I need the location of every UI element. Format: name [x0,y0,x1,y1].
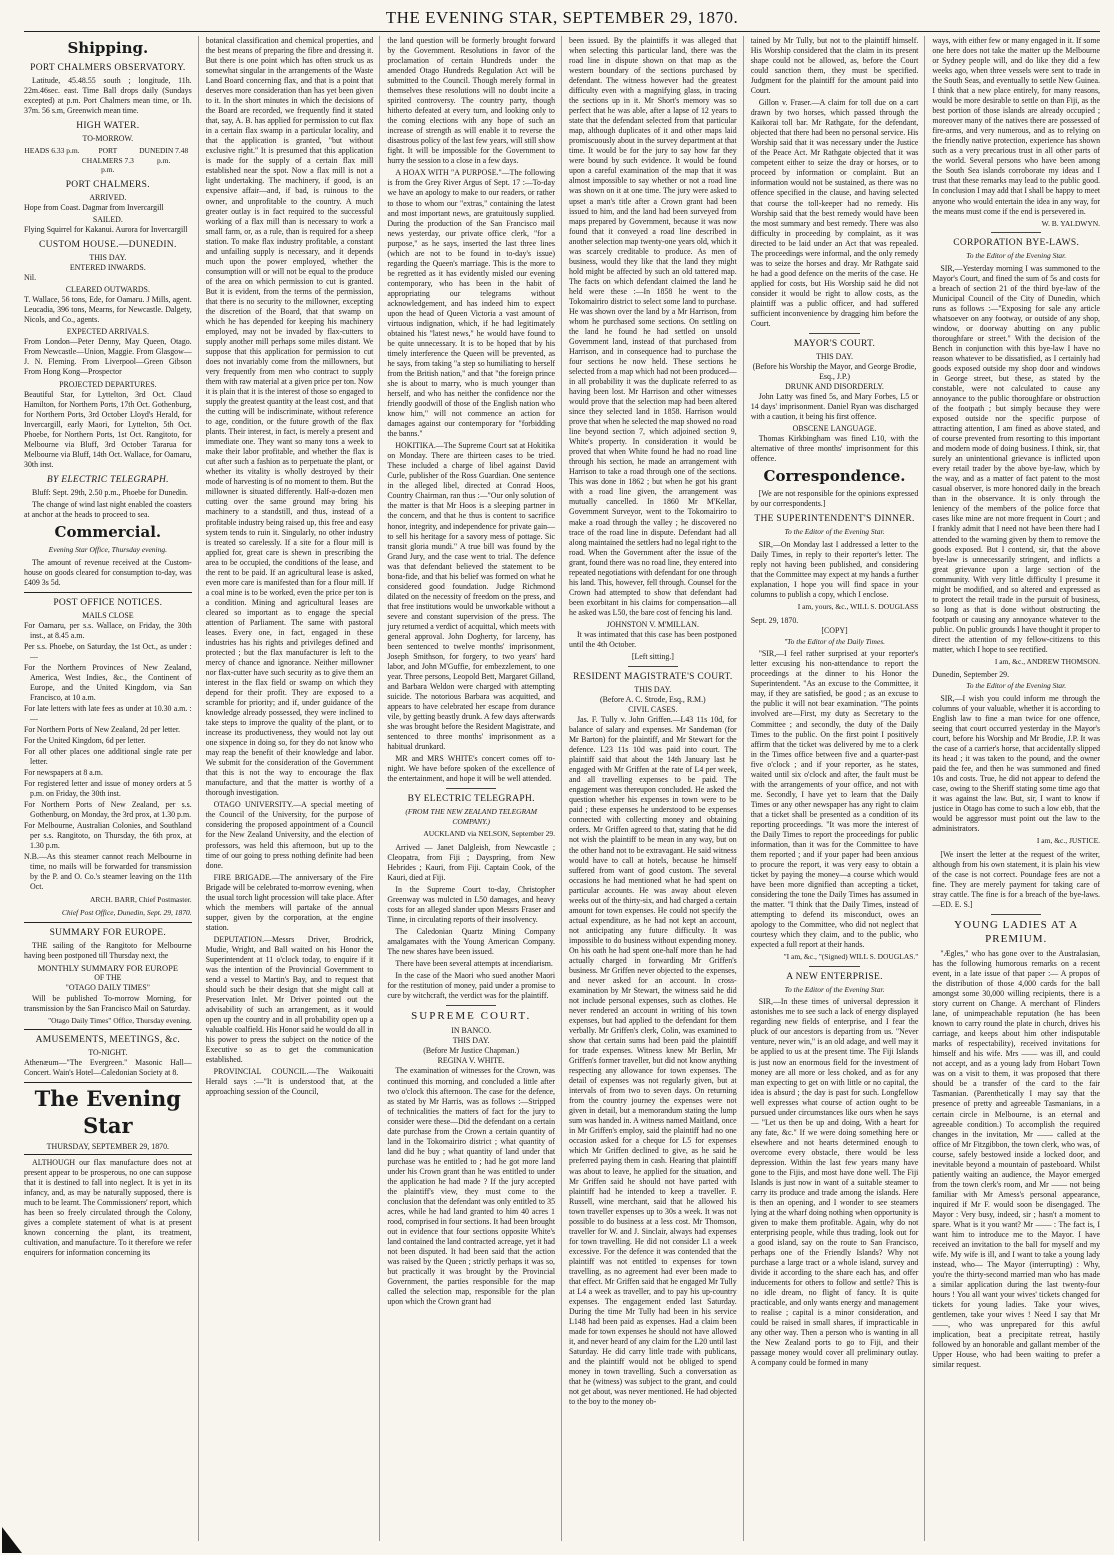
shipping-heading: Shipping. [67,39,149,57]
fire-brigade-item: FIRE BRIGADE.—The anniversary of the Fire Brigade will be celebrated to-morrow evening, when the usual torch light procession will take place. After which the members will partake of the annual supper, given by the corporation, at the engine station. [205,872,374,932]
civil-cases-label: CIVIL CASES. [628,705,678,715]
list-item: For registered letter and issue of money orders at 5 p.m. on Friday, the 30th inst. [24,779,192,799]
editorial-text: ALTHOUGH our flax manufacture does not at present appear to be prosperous, no one can suppose that it is destined to fall into neglect. It is yet in its infancy, and, as may be naturally supposed, there is much to be learnt. The Commissioners' report, which has been so freely circulated through the Colony, gives a complete statement of what is at present known concerning the plant, its treatment, cultivation, and manufacture. To it therefore we refer enquirers for information concerning its [24,1157,192,1257]
expected-arrivals-label: EXPECTED ARRIVALS. [66,327,149,337]
supreme-court-sub: IN BANCO. [451,1026,492,1036]
tide-heads: HEADS 6.33 p.m. [24,146,80,156]
post-signature: ARCH. BARR, Chief Postmaster. [89,894,192,904]
tides-table [24,146,192,175]
telegraph-text: There have been several attempts at incendiarism. [395,959,553,969]
bylaws-text: SIR,—Yesterday morning I was summoned to the Mayor's Court, and fined the sum of 5s and costs for a breach of section 21 of the third bye-law of the Municipal Council of the City of Dunedin, which runs as follows :—"Exposing for sale any article whatsoever on any footway, or outside of any shop, window, or doorway abutting on any public thoroughfare or street." With the decision of the Bench in conjunction with this bye-law I have no reason whatever to be dissatisfied, as I certainly had goods exposed outside my shop door and windows in George street, but these, as stated by the constable, were not calculated to cause any annoyance to the public thoroughfare or obstruction of the footpath ; but simply because they were exposed outside nor the specific purpose of attracting attention, I am fined as above stated, and of course prevented from resorting to this important and modern mode of doing business. I think, sir, that surely an unintentional grievance is inflicted upon every retail trader by the above bye-law, which by the way, and as a matter of fact patent to the most casual observer, is more honored daily in the breach than in the observance. It is only through the leniency of the members of the police force that cases like mine are not more frequent in Court ; and I frankly admit that I need not have been there had I attended to the warning given by them to remove the goods exposed. But I contend, sir, that the above bye-law is unnecessarily stringent, and inflicts a great grievance upon a large section of the community. With very little difficulty I presume it might be modified, and so altered and expressed as to protect the retail trade in the pursuit of business, so long as that is done without obstructing the footpath or causing any annoyance whatever to the public. On public grounds I have thought it proper to direct the attention of my fellow-citizens to this matter, which I hope to see rectified. [932,263,1101,654]
columns [24,36,1100,1541]
justice-to: To the Editor of the Evening Star. [966,681,1067,691]
bylaws-heading: CORPORATION BYE-LAWS. [953,238,1080,249]
nil-text: Nil. [24,273,37,283]
dinner-text: SIR,—On Monday last I addressed a letter to the Daily Times, in reply to their reporter's letter. The reply not having been published, and considering that the Committee may expect at my hands a further explanation, I hope you will find space in your columns to publish a copy, which I enclose. [750,540,919,600]
tully-case-text: Jas. F. Tully v. John Griffen.—L43 11s 10d, for balance of salary and expenses. Mr Sandeman (for Mr Barton) for the plaintiff, and Mr Stewart for the defence. L23 11s 10d was paid into court. The plaintiff said that about the 14th January last he engaged with Mr Griffen at the rate of L4 per week, and all travelling expenses to be paid. The engagement was thereupon concluded. He asked the question whether his expenses in town were to be paid ; these expenses he understood to be expenses connected with collecting money and obtaining orders. Mr Griffen agreed to that, stating that he did not wish the plaintiff to be mean in any way, but on the other hand not to be extravagant. He said witness would have to call at hotels, because he himself suffered from want of good custom. The several occasions he had mentioned what he had spent on particular accounts. He was away about eleven weeks out of the thirty-six, and had charged a certain amount for town expenses. He could not specify the actual expenditure, as he had not kept an account, not anticipating any future difficulty. It was impossible to do business without expending money. On his oath he had spent one-half more than he had actually charged in forwarding Mr Griffen's business. Mr Griffen never objected to the expenses, and never asked for an account. In cross-examination by Mr Stewart, the witness said he did not include personal expenses, such as clothes. He never rendered an account in writing of his town expenses, but had applied to the defendant for them verbally. Mr Griffen's clerk, Colin, was examined to show that certain sums had been paid the plaintiff for trade expenses. Witness knew Mr Berlin, Mr Griffen's former traveller, but did not know anything respecting any allowance for town expenses. The detail of expenses was not regularly given, but at intervals of from two to seven days. On returning from the country journey the expenses were not given in detail, but a memorandum stating the lump sum was handed in. A witness named Maitland, once in Mr Griffen's employ, said the plaintiff had no one occasion asked for a cheque for L5 for expenses which Mr Griffen declined to give, as he said he preferred paying them in cash. Hearing that plaintiff was about to leave, he applied for the situation, and Mr Griffen said he should not have parted with plaintiff had he intended to keep a traveller. F. Russell, wine merchant, said that he allowed his town traveller expenses up to 30s a week. It was not possible to do business at a less cost. Mr Thomson, traveller for W. and J. Sinclair, always had expenses for town travelling. He did not consider L1 a week excessive. For the defence it was contended that the plaintiff was not entitled to expenses for town travelling, as no agreement had ever been made to that effect. Mr Griffen said that he engaged Mr Tully at L4 a week as traveller, and to pay his up-country expenses. The engagement ended last Saturday. During the time Mr Tully had been in his service L148 had been paid as expenses. Had a claim been made for town expenses he should not have allowed it, and never heard of any claim for the L20 until last Saturday. He did carry little trade with publicans, and the plaintiff would not be obliged to spend money in town travelling. Such a conversation as that he (witness) was subject to the grant, and could not get about, was never mentioned. He had objected to the boy to the money ob- [569,715,737,1407]
amusements-text: Athenæum—"The Evergreen." Masonic Hall—Concert. Wain's Hotel—Caledonian Society at 8. [24,1058,192,1078]
column-5 [751,36,926,1541]
projected-departures-label: PROJECTED DEPARTURES. [59,379,157,389]
list-item: For the United Kingdom, 6d per letter. [24,736,146,746]
mayors-court-before: (Before his Worship the Mayor, and George Brodie, Esq., J.P.) [752,362,917,382]
divider [809,333,859,334]
observatory-heading: PORT CHALMERS OBSERVATORY. [30,63,186,74]
bylaws-to: To the Editor of the Evening Star. [966,251,1067,261]
summary-text-2: Will be published To-morrow Morning, for transmission by the San Francisco Mail on Saturday. [24,993,192,1013]
obscene-label: OBSCENE LANGUAGE. [792,424,877,434]
johnston-case-label: JOHNSTON V. M'MILLAN. [606,619,699,629]
cleared-text: T. Wallace, 56 tons, Ede, for Oamaru. J Mills, agent. Leucadia, 396 tons, Mearns, for Newcastle. Dalgety, Nicols, and Co., agents. [24,295,192,325]
list-item: For Oamaru, per s.s. Wallace, on Friday, the 30th inst., at 8.45 a.m. [24,620,192,640]
port-chalmers-heading: PORT CHALMERS. [65,179,150,190]
list-item: For Northern Ports of New Zealand, 2d per letter. [24,725,181,734]
correspondence-note: [We are not responsible for the opinions expressed by our correspondents.] [750,489,919,509]
column-3 [387,36,562,1541]
deputation-item: DEPUTATION.—Messrs Driver, Brodrick, Mudie, Wright, and Ball waited on his Honor the Superintendent at 11 o'clock today, to enquire if it was the intention of the Provincial Government to send a vessel to Martin's Bay, and to request that should such be their design that she might call at Preservation Inlet. Mr Driver pointed out the advisability of such an arrangement, as it would open up the country and in all probability open up a valuable coalfield. His Honor said he would do all in his power to press the subject on the notice of the Executive so as to get the communication established. [205,934,374,1065]
list-item: Per s.s. Phoebe, on Saturday, the 1st Oct., as under :— [24,641,192,661]
divider [809,966,859,967]
johnston-case-text: It was intimated that this case has been postponed until the 4th October. [569,629,737,649]
expected-arrivals-text: From London—Peter Denny, May Queen, Otago. From Newcastle—Union, Maggie. From Glasgow—J. N. Fleming. From Liverpool—Green Gibson From Hong Kong—Prospector [24,337,192,377]
supreme-court-heading: SUPREME COURT. [411,1010,532,1023]
telegraph-text: In the Supreme Court to-day, Christopher Greenway was mulcted in L50 damages, and heavy costs for an alleged slander upon Messrs Fraser and Tinne, in circulating reports of their insolvency. [387,885,556,925]
telegraph-place: AUCKLAND via NELSON, September 29. [423,829,556,839]
commercial-sub: Evening Star Office, Thursday evening. [48,544,167,554]
yaldwyn-signature: W. B. YALDWYN. [1041,218,1101,228]
this-day-label: THIS DAY. [89,253,127,263]
tide-dunedin: DUNEDIN 7.48 p.m. [139,146,189,165]
copy-to: "To the Editor of the Daily Times. [784,636,886,646]
commercial-text: The amount of revenue received at the Custom-house on goods cleared for consumption to-day, was £409 3s 5d. [24,557,192,587]
post-office-heading: POST OFFICE NOTICES. [53,597,163,608]
editor-note: [We insert the letter at the request of the writer, although from his own statement, it is plain his view of the case is not correct. Poundage fees are not a fine. They are merely payment for taking care of stray cattle. The fine is for a breach of the bye-laws.—ED. E. S.] [932,849,1101,910]
telegraph-heading: BY ELECTRIC TELEGRAPH. [407,794,535,805]
page-corner-mark [2,1527,22,1553]
thomson-signature: I am, &c., ANDREW THOMSON. [994,656,1101,666]
telegraph-text: The Caledonian Quartz Mining Company amalgamates with the Young American Company. The new shares have been issued. [387,927,556,957]
mayors-court-heading: MAYOR'S COURT. [793,338,876,349]
column-1 [24,36,199,1541]
drunk-label: DRUNK AND DISORDERLY. [785,382,884,392]
list-item: N.B.—As this steamer cannot reach Melbourne in time, no mails will be forwarded for transmission by the P. and O. Co.'s steamer leaving on the 11th Oct. [24,852,192,892]
telegraph-text: Arrived — Janet Dalgleish, from Newcastle ; Cleopatra, from Fiji ; Dayspring, from New Hebrides ; Kauri, from Fiji. Captain Cook, of the Kauri, died at Fiji. [387,842,556,883]
correspondence-heading: Correspondence. [763,467,906,486]
enterprise-text: SIR,—In these times of universal depression it astonishes me to see such a lack of energy displayed regarding new fields of enterprise, and I fear the pluck of our ancestors is departing from us. "Never venture, never win," is an old adage, and well may it be applied to us at the present time. The Fiji Islands is just now an enormous field for the investment of money are all more or less choked, and as for any man expecting to get on with little or no capital, the idea is absurd ; the day is past for such. Longfellow well expresses what course of action ought to be pursued under circumstances like ours when he says— "Let us then be up and doing, With a heart for any fate, &c." If we were doing something here or elsewhere and not hearts determined enough to overcome every obstacle, there would be less depression. Within the last few years many have gone to the Fijis, and most have done well. The Fiji Islands is just now in want of a suitable steamer to carry its produce and trade among the islands. Here is then an opening, and I wonder to see steamers lying at the wharf doing nothing when opportunity is given to make them profitable. Again, why do not enterprising people, while thus trading, look out for a good island, say on the route to San Francisco, perhaps one of the Friendly Islands? Why not purchase a large tract or a whole island, survey and divide it according to the share each has, and offer inducements for others to follow and settle? This is no idle dream, no flight of fancy. It is quite practicable, and only wants energy and management to realise ; capital is a minor consideration, and could be raised in small shares, if impracticable in any other way. Then a person who is wanting in all the New Zealand ports to go to Fiji, and their passage money would cover all preliminary outlay. A company could be formed in many [750,997,919,1368]
paper-title: The Evening Star [24,1082,192,1139]
divider [628,666,678,667]
dinner-to: To the Editor of the Evening Star. [784,527,885,537]
divider [446,1005,496,1006]
divider [991,914,1041,915]
enterprise-cont: ways, with either few or many engaged in it. If some one here does not take the matter up the Melbourne or Sydney people will, and do like they did a few weeks ago, when three vessels were sent to trade in the South Seas, and eventually to settle New Guinea. I think that a new place entirely, for many reasons, would be more desirable to settle on than Fiji, as the best portion of those islands are already occupied ; moreover many of the natives there are possessed of fire-arms, and very numerous, and as to relying on the friendly native protection, experience has shown such as a very precarious trust in all other parts of the world. Several persons who have been among the South Sea islands corroborate my ideas and I trust that these remarks may lead to the public good. In conclusion I may add that I shall be happy to meet anyone who would entertain the idea in any way, for the means must come if the end is persevered in. [932,36,1101,216]
copy-text: "SIR,—I feel rather surprised at your reporter's letter excusing his non-attendance to report the proceedings at the dinner to his Honor the Superintendent. "As an excuse to the Committee, it may, if they are satisfied, be good ; as an excuse to the public it will not bear examination. "The points involved are—First, my duty as Secretary to the Committee ; and secondly, the duty of the Daily Times to the public. On the first point I positively affirm that the ticket was delivered by me to a clerk in the Times office between five and a quarter-past five o'clock ; and if your reporter, as he states, waited until six o'clock and after, the fault must be with the arrangements of your office, and not with me. Secondly, I have yet to learn that the Daily Times or any other newspaper has any right to claim that a ticket shall be presented as a condition of its reporting proceedings. "It was more the interest of the Daily Times to report the proceedings for public information, than it was for the Committee to have them reported ; and if your paper had been anxious to procure the report, it was very easy to obtain a ticket by paying the money—a course which would have been more dignified than accepting a ticket, considering the tone the Daily Times has assumed in the matter. "I think that the Daily Times, instead of attempting to defend its misconduct, owes an apology to the Committee, who did not neglect that courtesy which they claim, and to the public, who expected a full report at their hands. [750,649,919,950]
dinner-heading: THE SUPERINTENDENT'S DINNER. [754,514,915,525]
provincial-council-item: PROVINCIAL COUNCIL.—The Waikouaiti Herald says :—"It is understood that, at the approaching session of the Council, [205,1067,374,1097]
arrived-label: ARRIVED. [89,192,127,202]
summary-of: OF THE [94,973,122,983]
high-water-heading: HIGH WATER. [76,121,140,132]
column-4 [569,36,744,1541]
supreme-court-text: The examination of witnesses for the Crown, was continued this morning, and concluded a little after two o'clock this afternoon. The case for the defence, as stated by Mr Harris, was as follows :—Stripped of technicalities the matters of fact for the jury to consider were these—Did the defendant on a certain date purchase from the Crown a certain quantity of land in the Tokomairiro district ; what quantity of land did he buy ; what quantity of land under that purchase was he entitled to ; had he got more land under his Crown grant than he was entitled to under the application he had made ? If the jury accepted the plaintiff's view, they must come to the conclusion that the defendant was only entitled to 35 acres, while he had land granted to him 40 acres 1 rood, comprised in four sections. It had been brought out in evidence that four sections opposite White's land contained the land contracted acreage, yet it had not been disputed. It had been said that the action was raised by the Queen ; strictly perhaps it was so, but practically it was brought by the Provincial Government, the parties responsible for the map called the selection map, responsible for the plan upon which the Crown grant had [387,1066,556,1307]
telegraph-text: In the case of the Maori who sued another Maori for the restitution of money, paid under a promise to cure by witchcraft, the verdict was for the plaintiff. [387,971,556,1001]
list-item: For Melbourne, Australian Colonies, and Southland per s.s. Rangitoto, on Thursday, the 6th prox, at 1.30 p.m. [24,821,192,851]
land-question-text: the land question will be formerly brought forward by the Government. Resolutions in favor of the proclamation of certain Hundreds under the amended Otago Hundreds Regulation Act will be submitted to the Council. Though merely formal in themselves these resolutions will no doubt incite a spirited controversy. The country party, though hitherto defeated at every turn, and looking only to the coming elections with any hope of such an increase of strength as will enable it to reverse the disastrous policy of the last few years, will still show fight. It will be impossible for the Government to hurry the session to a close in a few days. [387,36,556,166]
summary-big: MONTHLY SUMMARY FOR EUROPE [37,962,179,973]
mayors-court-day: THIS DAY. [816,351,853,361]
obscene-text: Thomas Kirkbingham was fined L10, with the alternative of three months' imprisonment for this offence. [750,434,919,464]
high-water-sub: TO-MORROW. [82,134,134,144]
supreme-court-case: REGINA V. WHITE. [437,1056,505,1066]
sailed-text: Flying Squirrel for Kakanui. Aurora for Invercargill [24,225,188,235]
list-item: For newspapers at 8 a.m. [24,768,103,778]
amusements-sub: TO-NIGHT. [88,1048,128,1058]
otago-university-item: OTAGO UNIVERSITY.—A special meeting of the Council of the University, for the purpose of considering the proposed appointment of a Council for the New Zealand University, and the election of professors, was held this afternoon, but up to the time of our going to press nothing definite had been done. [205,800,374,870]
sailed-label: SAILED. [92,215,123,224]
drunk-text: John Latty was fined 5s, and Mary Forbes, L5 or 14 days' imprisonment. Daniel Ryan was discharged with a caution, it being his first offence. [750,392,919,422]
wind-text: The change of wind last night enabled the coasters at anchor at the heads to proceed to sea. [24,499,192,519]
tully-case-cont: tained by Mr Tully, but not to the plaintiff himself. His Worship considered that the claim in its present shape could not be allowed, as, before the Court could sanction them, they must be specified. Judgment for the plaintiff for the amount paid into Court. [750,36,919,96]
gillon-case-text: Gillon v. Fraser.—A claim for toll due on a cart drawn by two horses, which passed through the Kaikorai toll bar. Mr Rathgate, for the defendant, objected that there had been no personal service. His Worship said that it was necessary under the Justice of the Peace Act. Mr Rathgate objected that it was competent either to seize the dray or horses, or to proceed by information or complaint. But an information would not be sustained, as there was no offence specified in the clause, and having selected that course the toll-keeper had no remedy. His Worship said that the best remedy would have been the most summary and best remedy. There was also difficulty in proceeding by complaint, as it was directed to be laid under an Act that was repealed. The proceedings were informal, and the only remedy was to seize the horses and dray. Mr Rathgate said he had a good defence on the merits of the case. He applied for costs, but His Worship said he did not consider it would be right to allow costs, as the plaintiff was a public officer, and had suffered sufficient inconvenience by dragging him before the Court. [750,98,919,328]
post-signature-place: Chief Post Office, Dunedin, Sept. 29, 1870. [61,908,192,918]
entered-label: ENTERED INWARDS. [69,263,146,273]
mails-close-label: MAILS CLOSE [82,610,134,620]
telegraph-text: Bluff: Sept. 29th, 2.50 p.m., Phoebe for Dunedin. [32,487,188,497]
supreme-court-before: (Before Mr Justice Chapman.) [423,1046,520,1056]
copy-signature: "I am, &c., "(Signed) WILL S. DOUGLAS." [783,952,919,962]
divider [24,592,192,593]
hokitika-item: HOKITIKA.—The Supreme Court sat at Hokitika on Monday. There are thirteen cases to be tried. These included a charge of libel against David Curle, publisher of the Ross Guardian. One sentence in the alleged libel, directed at Conrad Hoos, Country Chairman, ran thus :—"Our only solution of the matter is that Mr Hoos is a sleeping partner in the concern, and that he thus is content to sacrifice honor, integrity, and independence for private gain—to sell his heritage for a savory mess of pottage. Sic transit gloria mundi." A true bill was found by the Grand Jury, and the case went to trial. The defence was that defendant believed the statement to be bona-fide, and that his belief was formed on what he considered good foundation. Judge Richmond dilated on the necessity of freedom on the press, and that free institutions would be unworkable without a severe and constant supervision of the press. The jury returned a verdict of acquittal, which meets with general approval. John Dogherty, for larceny, has been sentenced to twelve months' imprisonment, Joseph Smithson, for forgery, to two years' hard labor, and John M'Guffie, for embezzlement, to one year. Three persons, Leopold Bett, Margaret Gilland, and Barbara Weldon were charged with attempting suicide. The notorious Barbara was acquitted, and appears to have celebrated her escape from durance vile, by getting beastly drunk. A few days afterwards she was brought before the Resident Magistrate, and sentenced to three months' imprisonment as a habitual drunkard. [387,441,556,752]
divider [991,232,1041,233]
justice-signature: I am, &c., JUSTICE. [1036,836,1101,846]
telegraph-source: (FROM THE NEW ZEALAND TELEGRAM COMPANY.) [405,807,538,826]
arrived-text: Hope from Coast. Dagmar from Invercargill [24,202,164,212]
column-2 [206,36,381,1541]
ladies-heading: YOUNG LADIES AT A PREMIUM. [954,919,1079,946]
dinner-date: Sept. 29, 1870. [750,615,799,625]
flax-article: botanical classification and chemical properties, and the best means of preparing the fibre and dressing it. But there is one point which has often struck us as somewhat singular in the arrangements of the Waste Land Board concerning flax, and that is a point that deserves more consideration than has yet been given to it. In the short minutes in which the decisions of the Board are recorded, we frequently find it stated that, say, A. B. has applied for permission to cut flax in a certain flax swamp in a particular locality, and that the application is granted, "but without exclusive right." It is presumed that this application is made for the supply of a certain flax mill established near the spot. Now a flax mill is not a light undertaking. The machinery, if good, is an expensive affair—and, if bad, is ruinous to the owner, and unprofitable to the country. A much greater outlay is in fact required to the successful working of a flax mill than is necessary to work a small farm, or, as a rule, than is required for a sheep station. To make flax industry profitable, a constant and unfailing supply is necessary, and it depends much upon the power employed, whether the consumption will or will not be equal to the produce of the area on which permission to cut is granted. But it is evident, from the terms of the permission, that there is no security to the millowner, excepting the discretion of the Board, that that swamp on which he has depended for keeping his machinery employed, may not be invaded by flax-cutters to supply another mill perhaps some miles distant. We suppose that this application for permission to cut does not invariably come from the millowners, but very frequently from men who contract to supply them with raw material at a given price per ton. Now it is plain that it is the interest of those so engaged to supply the greatest quantity at the least cost, and that the cutting will be indiscriminate, without reference to age, condition, or the future growth of the flax plants. Their interest, in fact, is merely a present and immediate one. They want so many tons a week to make their labor profitable, and whether the flax is cut after such a fashion as to perpetuate the plant, or whether its vitality is wholly destroyed by their mode of harvesting is of no moment to them. But the millowner is situated differently. Half-a-dozen men cutting over the same ground may bring his machinery to a standstill, and thus, instead of a profitable industry being raised up, this free and easy system tends to ruin it. Singularly, no other industry is treated so carelessly. If a site for a flour mill is applied for, great care is shewn in prescribing the area to be occupied, the conditions of the lease, and the rent to be paid. If an agricultural lease is asked, even more care is manifested than for a flour mill. If a coal mine is to be worked, even the price per ton is a condition. Mining and agricultural leases are cleared so important as to engage the special attention of Parliament. The same with pastoral leases. Every one, in fact, engaged in these industries has his rights and privileges defined and protected ; but the flax manufacturer is left to the mercy of chance and ignorance. Neither millowner nor flax-cutter have such security as to give them an interest in the flax field or swamp on which they depend for their profit. They are exposed to a scramble for priority; and if, under guidance of the knowledge already possessed, they were inclined to take steps to improve the quality of the plant, or to increase its productiveness, they would not lay out one sixpence in doing so, for they do not know who may reap the benefit of their knowledge and labor. We submit for the consideration of the Government that this is not the way to encourage the flax manufacture, and that the matter is worthy of a thorough investigation. [205,36,374,798]
summary-signature: "Otago Daily Times" Office, Thursday evening. [48,1015,192,1025]
telegraph-heading: BY ELECTRIC TELEGRAPH. [46,474,169,485]
enterprise-to: To the Editor of the Evening Star. [784,984,885,994]
commercial-heading: Commercial. [54,522,162,541]
paper-date: THURSDAY, SEPTEMBER 29, 1870. [24,1142,192,1155]
projected-departures-text: Beautiful Star, for Lyttelton, 3rd Oct. Claud Hamilton, for Northern Ports, 17th Oct. Gothenburg, for Northern Ports, 3rd October Lloyd's Herald, for Invercargill, early Maori, for Lyttelton, 5th Oct. Phoebe, for Northern Ports, 1st Oct. Rangitoto, for Melbourne via Bluff, 3rd October Tararua for Melbourne via Bluff, 14th Oct. Wallace, for Oamaru, 30th inst. [24,389,192,469]
observatory-text: Latitude, 45.48.55 south ; longitude, 11h. 22m.46sec. east. Time Ball drops daily (Sundays excepted) at p.m. Port Chalmers mean time, or 1h. 37m. 56 s.m, Greenwich mean time. [24,76,192,116]
rm-court-before: (Before A. C. Strode, Esq., R.M.) [600,695,706,705]
rm-court-day: THIS DAY. [634,685,672,694]
ladies-text: "Ægles," who has gone over to the Australasian, has the following humorous remarks on a recent event, in a late issue of that paper :— A propos of the distribution of those 4,000 cards for the ball amongst some 30,000 willing recipients, there is a story current on Change. A merchant of Flinders lane, of unimpeachable reputation (he has been known to carry round the plate in church, drives his carriage, and keeps about him other indisputable marks of respectability), received invitations for himself and his wife. Mrs —— was ill, and could not accept, and as a young lady from Hobart Town was on a visit to them, it was proposed that there should be a transfer of the card to the fair Tasmanian. (Parenthetically I may say that the presence of pretty and agreeable Tasmanians, in a certain circle in Melbourne, is an eternal and agreeable condition.) To accomplish the required changes in the invitation, Mr —— called at the office of Mr Fitzgibbon, the town clerk, who was, of course, safely bestowed inside a locked door, and inevitable beyond a mountain of pasteboard. Whilst patiently waiting an audience, the Mayor emerged from the town clerk's room, and Mr —— not being familiar with Mr Amess's personal appearance, inquired if Mr F. would soon be disengaged. The Mayor : Very busy, indeed, sir ; hasn't a moment to spare. What is it you want? Mr —— : The fact is, I want him to introduce me to the Mayor. I have received an invitation to the ball for myself and my wife. My wife is ill, and I want to take a young lady instead, who— The Mayor (interrupting) : Why, you're the thirty-second married man who has made a similar application during the last twenty-four hours ! You all want your wives' tickets changed for tickets for young ladies. Take your wives, gentlemen, take your wives ! Need I say that Mr ——, who was unprepared for this awful implication, beat a precipitate retreat, hastily followed by an honorable and gallant member of the Upper House, who had been waiting to prefer a similar request. [932,949,1101,1370]
divider [24,922,192,923]
summary-heading: SUMMARY FOR EUROPE. [49,927,167,938]
divider [24,1029,192,1030]
left-sitting: [Left sitting.] [631,651,674,661]
post-items-list [24,621,192,893]
tide-port-chalmers: PORT CHALMERS 7.3 p.m. [81,146,134,175]
white-case-text: been issued. By the plaintiffs it was alleged that when selecting this particular land, there was the road line in dispute shown on that map as the western boundary of the sections purchased by defendant. The witness however had the greatest difficulty even with a magnifying glass, in tracing the sections up in it. Mr Short's memory was so perfect that he was able, after a lapse of 12 years to state that the defendant selected from that particular map, although duplicates of it and other maps laid promiscuously about in the survey department at that time. It would be for the jury to say how far they were bound by such evidence. It would be found upon a careful examination of the map that it was almost impossible to say whether or not a road line was shown on it at one time. The jury were asked to upset a man's title after a Crown grant had been issued to him, and the land had been surveyed from maps prepared by Government, because it was now found that it conveyed a road line described in another selection map twenty-one years old, which it was scarcely creditable to produce. As men of business, would they like that the land they might hold might be affected by such an old tattered map. The facts on which defendant claimed the land he held were these :—In 1858 he went to the Tokomairiro district to select some land to purchase. He was shown over the land by a Mr Harrison, from whom he purchased some sections. On settling on the land he found he had settled on unsold Government land, instead of that purchased from Harrison, and in consequence had to purchase the four sections he now held. These sections he selected from a map which had not been produced—in all probability it was the duplicate referred to as having been lost. Mr Harrison and other witnesses would prove that the selection map had been altered since they selected land in 1858. Harrison would prove that when he selected the map showed no road line beyond section 7, which adjoined section 9, White's property. In consideration it would be proved that when White found he had no road line through his section, he made an arrangement with Harrison to take a road through one of the sections. This was done in 1862 ; but when he got his grant with a road line given, the arrangement was mutually cancelled. In 1860 Mr M'Kellar, Government Surveyor, went to the Tokomairiro to make a road through the valley ; he discovered no trace of the road line in dispute. Defendant had all along maintained the settlers had no legal right to the road. When the Government after the issue of the grant, found there was no road line, they entered into repeated negotiations with defendant for one through his land. This, however, fell through. Counsel for the Crown had attempted to show that defendant had been exorbitant in his claims for compensation—all he asked was L50, the bare cost of fencing his land. [569,36,737,617]
list-item: For Northern Ports of New Zealand, per s.s. Gothenburg, on Monday, the 3rd prox, at 1.30 p.m. [24,800,192,820]
divider [446,788,496,789]
customs-heading: CUSTOM HOUSE.—DUNEDIN. [39,240,177,251]
justice-text: SIR,—I wish you could inform me through the columns of your valuable, whether it is according to English law to fine a man twice for one offence, seeing that court occurred yesterday in the Mayor's court, before his Worship and Mr Brodie, J.P. It was the case of a carrier's horse, that accidentally slipped its head ; it was taken to the pound, and the owner paid the fee, and then he was summoned and fined 10s and costs. True, he did not appear to defend the case, owing to the Sheriff stating some time ago that it was against the law. But, sir, I want to know if justice in Otago has come to such a low ebb, that the would be aggressor must point out the law to the administrators. [932,693,1101,834]
list-item: For late letters with late fees as under at 10.30 a.m. :— [24,703,192,723]
rm-court-heading: RESIDENT MAGISTRATE'S COURT. [573,671,733,682]
enterprise-heading: A NEW ENTERPRISE. [786,971,883,982]
concert-item: MR and MRS WHITE's concert comes off to-night. We have before spoken of the excellence of the entertainment, and hope it will be well attended. [387,754,556,784]
cleared-label: CLEARED OUTWARDS. [65,285,150,295]
thomson-place: Dunedin, September 29. [932,670,1010,680]
summary-text: THE sailing of the Rangitoto for Melbourne having been postponed till Thursday next, the [24,940,192,960]
dinner-signature: I am, yours, &c., WILL S. DOUGLASS [797,602,919,612]
list-item: For all other places one additional single rate per letter. [24,747,192,767]
summary-paper: "OTAGO DAILY TIMES" [65,983,151,993]
column-6 [932,36,1100,1541]
list-item: For the Northern Provinces of New Zealand, America, West Indies, &c., the Continent of Europe, and the United Kingdom, via San Francisco, at 10 a.m. [24,662,192,702]
amusements-heading: AMUSEMENTS, MEETINGS, &c. [35,1035,181,1046]
supreme-court-day: THIS DAY. [452,1036,490,1046]
hoax-item: A HOAX WITH "A PURPOSE."—The following is from the Grey River Argus of Sept. 17 :—To-day we have an apology to make to our readers, or rather to those to whom our "extras," containing the latest and most important news, are gratuitously supplied. During the production of the San Francisco mail news yesterday, our private office clerk, "for a purpose," as he says, inserted the last three lines (which are not to be found in to-day's issue) regarding the Queen's marriage. This is the more to be regretted as it has evidently misled our evening contemporary, who has been in the habit of appropriating our telegrams without acknowledgement, and has indeed him to expect upon the head of Queen Victoria a vast amount of virtuous indignation, which, if he had legitimately obtained his "latest news," he would have found to be quite unnecessary. It is to be hoped that by his timely interference the Queen will be prevented, as he says, from taking "a step so humiliating to herself from the British nation," and that "the foreign prince she is about to marry, who is much younger than herself, and who has neither the confidence nor the friendly goodwill of those of the English nation who know him," will not commence an action for damages against our contemporary for "forbidding the banns." [387,168,556,439]
copy-label: [COPY] [821,625,848,635]
page-masthead: THE EVENING STAR, SEPTEMBER 29, 1870. [24,8,1100,32]
